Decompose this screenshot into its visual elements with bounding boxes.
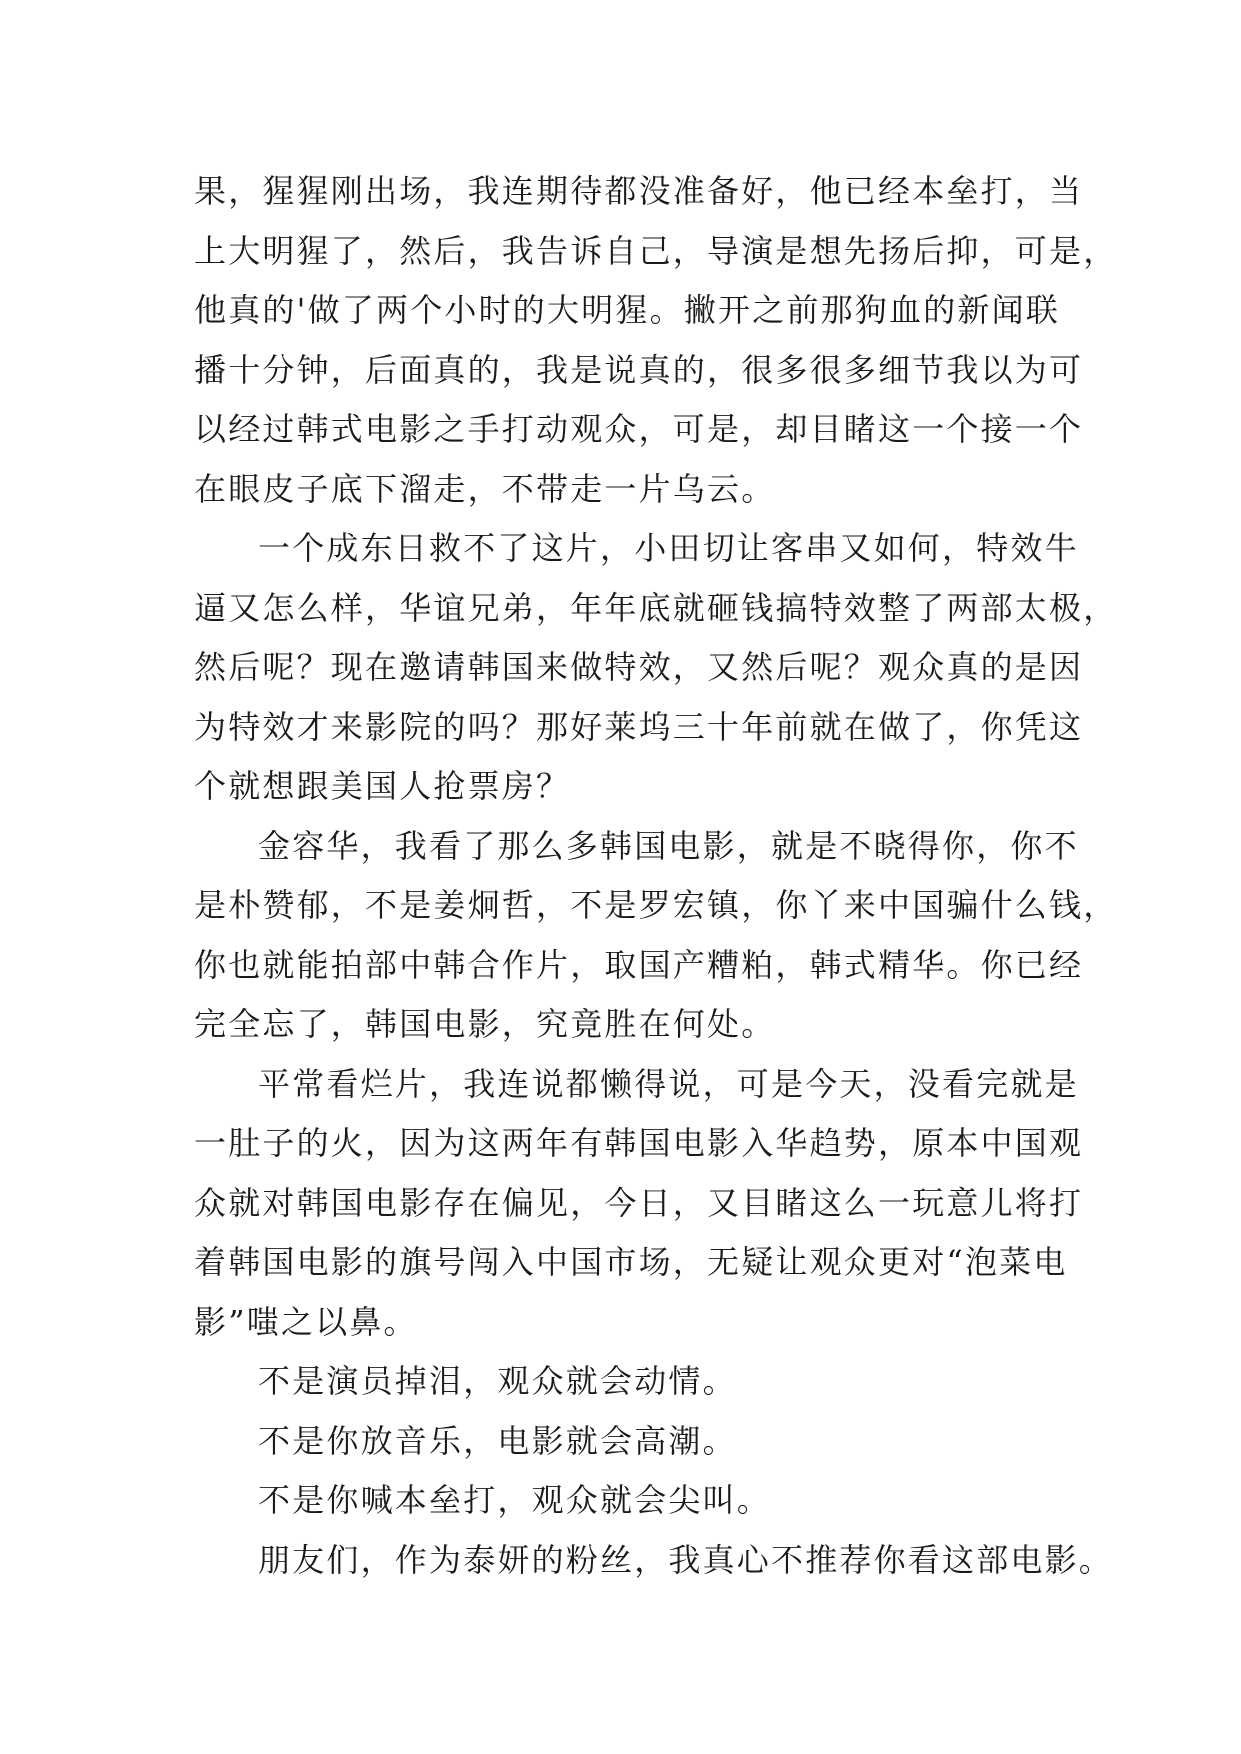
text-line: 上大明猩了，然后，我告诉自己，导演是想先扬后抑，可是， xyxy=(194,231,1118,270)
text-line: 朋友们，作为泰妍的粉丝，我真心不推荐你看这部电影。 xyxy=(258,1540,1114,1579)
text-line: 平常看烂片，我连说都懒得说，可是今天，没看完就是 xyxy=(258,1064,1079,1103)
text-line: 不是你放音乐，电影就会高潮。 xyxy=(258,1421,737,1460)
paragraph xyxy=(194,162,1118,519)
text-line: 众就对韩国电影存在偏见，今日，又目睹这么一玩意儿将打 xyxy=(194,1183,1084,1222)
text-line: 影”嗤之以鼻。 xyxy=(194,1302,418,1341)
text-line: 个就想跟美国人抢票房？ xyxy=(194,767,571,805)
text-line: 他真的'做了两个小时的大明猩。撇开之前那狗血的新闻联 xyxy=(194,291,1060,329)
text-line: 着韩国电影的旗号闯入中国市场，无疑让观众更对“泡菜电 xyxy=(194,1243,1068,1281)
paragraph xyxy=(194,1471,1056,1531)
paragraph xyxy=(194,1055,1084,1353)
text-line: 你也就能拍部中韩合作片，取国产糟粕，韩式精华。你已经 xyxy=(194,945,1084,984)
text-line: 不是演员掉泪，观众就会动情。 xyxy=(258,1362,737,1400)
text-line: 逼又怎么样，华谊兄弟，年年底就砸钱搞特效整了两部太极， xyxy=(194,588,1118,627)
text-line: 完全忘了，韩国电影，究竟胜在何处。 xyxy=(194,1005,776,1043)
text-line: 一肚子的火，因为这两年有韩国电影入华趋势，原本中国观 xyxy=(194,1124,1084,1162)
text-line: 果，猩猩刚出场，我连期待都没准备好，他已经本垒打，当 xyxy=(194,172,1084,210)
document-body xyxy=(194,162,1118,1590)
text-line: 一个成东日救不了这片，小田切让客串又如何，特效牛 xyxy=(258,529,1079,567)
paragraph xyxy=(194,817,1118,1055)
paragraph xyxy=(194,1412,1056,1472)
text-line: 然后呢？现在邀请韩国来做特效，又然后呢？观众真的是因 xyxy=(194,648,1084,686)
text-line: 金容华，我看了那么多韩国电影，就是不晓得你，你不 xyxy=(258,826,1079,865)
text-line: 播十分钟，后面真的，我是说真的，很多很多细节我以为可 xyxy=(194,350,1084,389)
paragraph xyxy=(194,1352,1056,1412)
text-line: 不是你喊本垒打，观众就会尖叫。 xyxy=(258,1481,772,1519)
text-line: 为特效才来影院的吗？那好莱坞三十年前就在做了，你凭这 xyxy=(194,707,1084,746)
text-line: 在眼皮子底下溜走，不带走一片乌云。 xyxy=(194,469,776,508)
text-line: 以经过韩式电影之手打动观众，可是，却目睹这一个接一个 xyxy=(194,410,1084,448)
paragraph xyxy=(194,1531,1114,1591)
paragraph xyxy=(194,519,1118,817)
text-line: 是朴赞郁，不是姜炯哲，不是罗宏镇，你丫来中国骗什么钱， xyxy=(194,886,1118,924)
